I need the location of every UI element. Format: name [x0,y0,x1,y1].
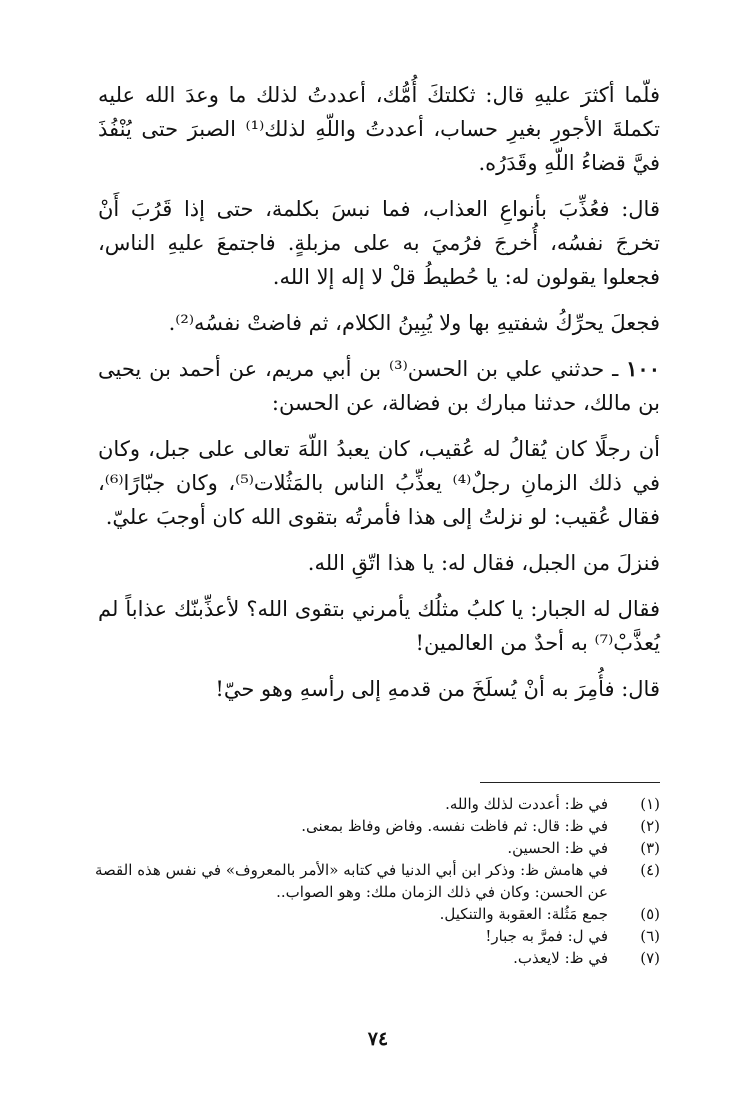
footnote-label: (٤) [640,861,660,879]
footnote [95,859,660,903]
footnote [95,925,660,947]
footnote-text: جمع مَثُلة: العقوبة والتنكيل. [439,905,608,923]
paragraph: فجعلَ يحرِّكُ شفتيهِ بها ولا يُبِينُ الكلام، ثم فاضتْ نفسُه⁽²⁾. [168,311,660,335]
paragraph: فلّما أكثرَ عليهِ قال: ثكلتكَ أُمُّك، أعددتُ لذلك ما وعدَ الله عليه تكملةَ الأجورِ بغيرِ حساب، أعددتُ واللّهِ لذلك⁽¹⁾ الصبرَ حتى يُنْفُذَ فيَّ قضاءُ اللّهِ وقَدَرُه. [98,83,660,175]
footnote [95,903,660,925]
footnote-text: في ظ: لايعذب. [513,949,608,967]
footnote-label: (٢) [640,817,660,835]
footnote [95,793,660,815]
isnad-text: ـ حدثني علي بن الحسن⁽³⁾ بن أبي مريم، عن أحمد بن يحيى بن مالك، حدثنا مبارك بن فضالة، عن الحسن: [98,357,660,415]
footnote-text: في ظ: الحسين. [507,839,608,857]
footnote-label: (١) [640,795,660,813]
footnote-label: (٣) [640,839,660,857]
paragraph: قال: فعُذِّبَ بأنواعِ العذاب، فما نبسَ بكلمة، حتى إذا قَرُبَ أَنْ تخرجَ نفسُه، أُخرجَ فرُميَ به على مزبلةٍ. فاجتمعَ عليهِ الناس، فجعلوا يقولون له: يا حُطيطُ قلْ لا إله إلا الله. [98,197,660,289]
footnote-text: في هامش ظ: وذكر ابن أبي الدنيا في كتابه «الأمر بالمعروف» في نفس هذه القصة عن الحسن: وكان في ذلك الزمان ملك: وهو الصواب.. [95,861,608,901]
page-number: ٧٤ [367,1028,389,1050]
footnote [95,947,660,969]
footnote-label: (٥) [640,905,660,923]
footnote [95,837,660,859]
hadith-number: ١٠٠ [626,356,660,381]
hadith-paragraph: أن رجلًا كان يُقالُ له عُقيب، كان يعبدُ اللّهَ تعالى على جبل، وكان في ذلك الزمانِ رجلٌ⁽⁴⁾ يعذِّبُ الناس بالمَثُلات⁽⁵⁾، وكان جبّارًا⁽⁶⁾، فقال عُقيب: لو نزلتُ إلى هذا فأمرتُه بتقوى الله كان أوجبَ عليّ. [98,437,660,529]
hadith-paragraph: قال: فأُمِرَ به أنْ يُسلَخَ من قدمهِ إلى رأسهِ وهو حيّ! [215,677,660,701]
main-text [98,78,660,718]
hadith-isnad [98,352,660,420]
footnote-text: في ظ: قال: ثم فاظت نفسه. وفاض وفاظ بمعنى. [301,817,608,835]
hadith-paragraph: فنزلَ من الجبل، فقال له: يا هذا اتّقِ الله. [307,551,660,575]
footnote-text: في ظ: أعددت لذلك والله. [445,795,608,813]
footnote-text: في ل: فمرَّ به جبار! [485,927,608,945]
footnote-label: (٧) [640,949,660,967]
footnote [95,815,660,837]
hadith-paragraph: فقال له الجبار: يا كلبُ مثلُك يأمرني بتقوى الله؟ لأعذِّبنّك عذاباً لم يُعذَّبْ⁽⁷⁾ به أحدٌ من العالمين! [98,597,660,655]
footnote-divider [480,782,660,783]
footnotes-list [95,793,660,969]
footnote-label: (٦) [640,927,660,945]
